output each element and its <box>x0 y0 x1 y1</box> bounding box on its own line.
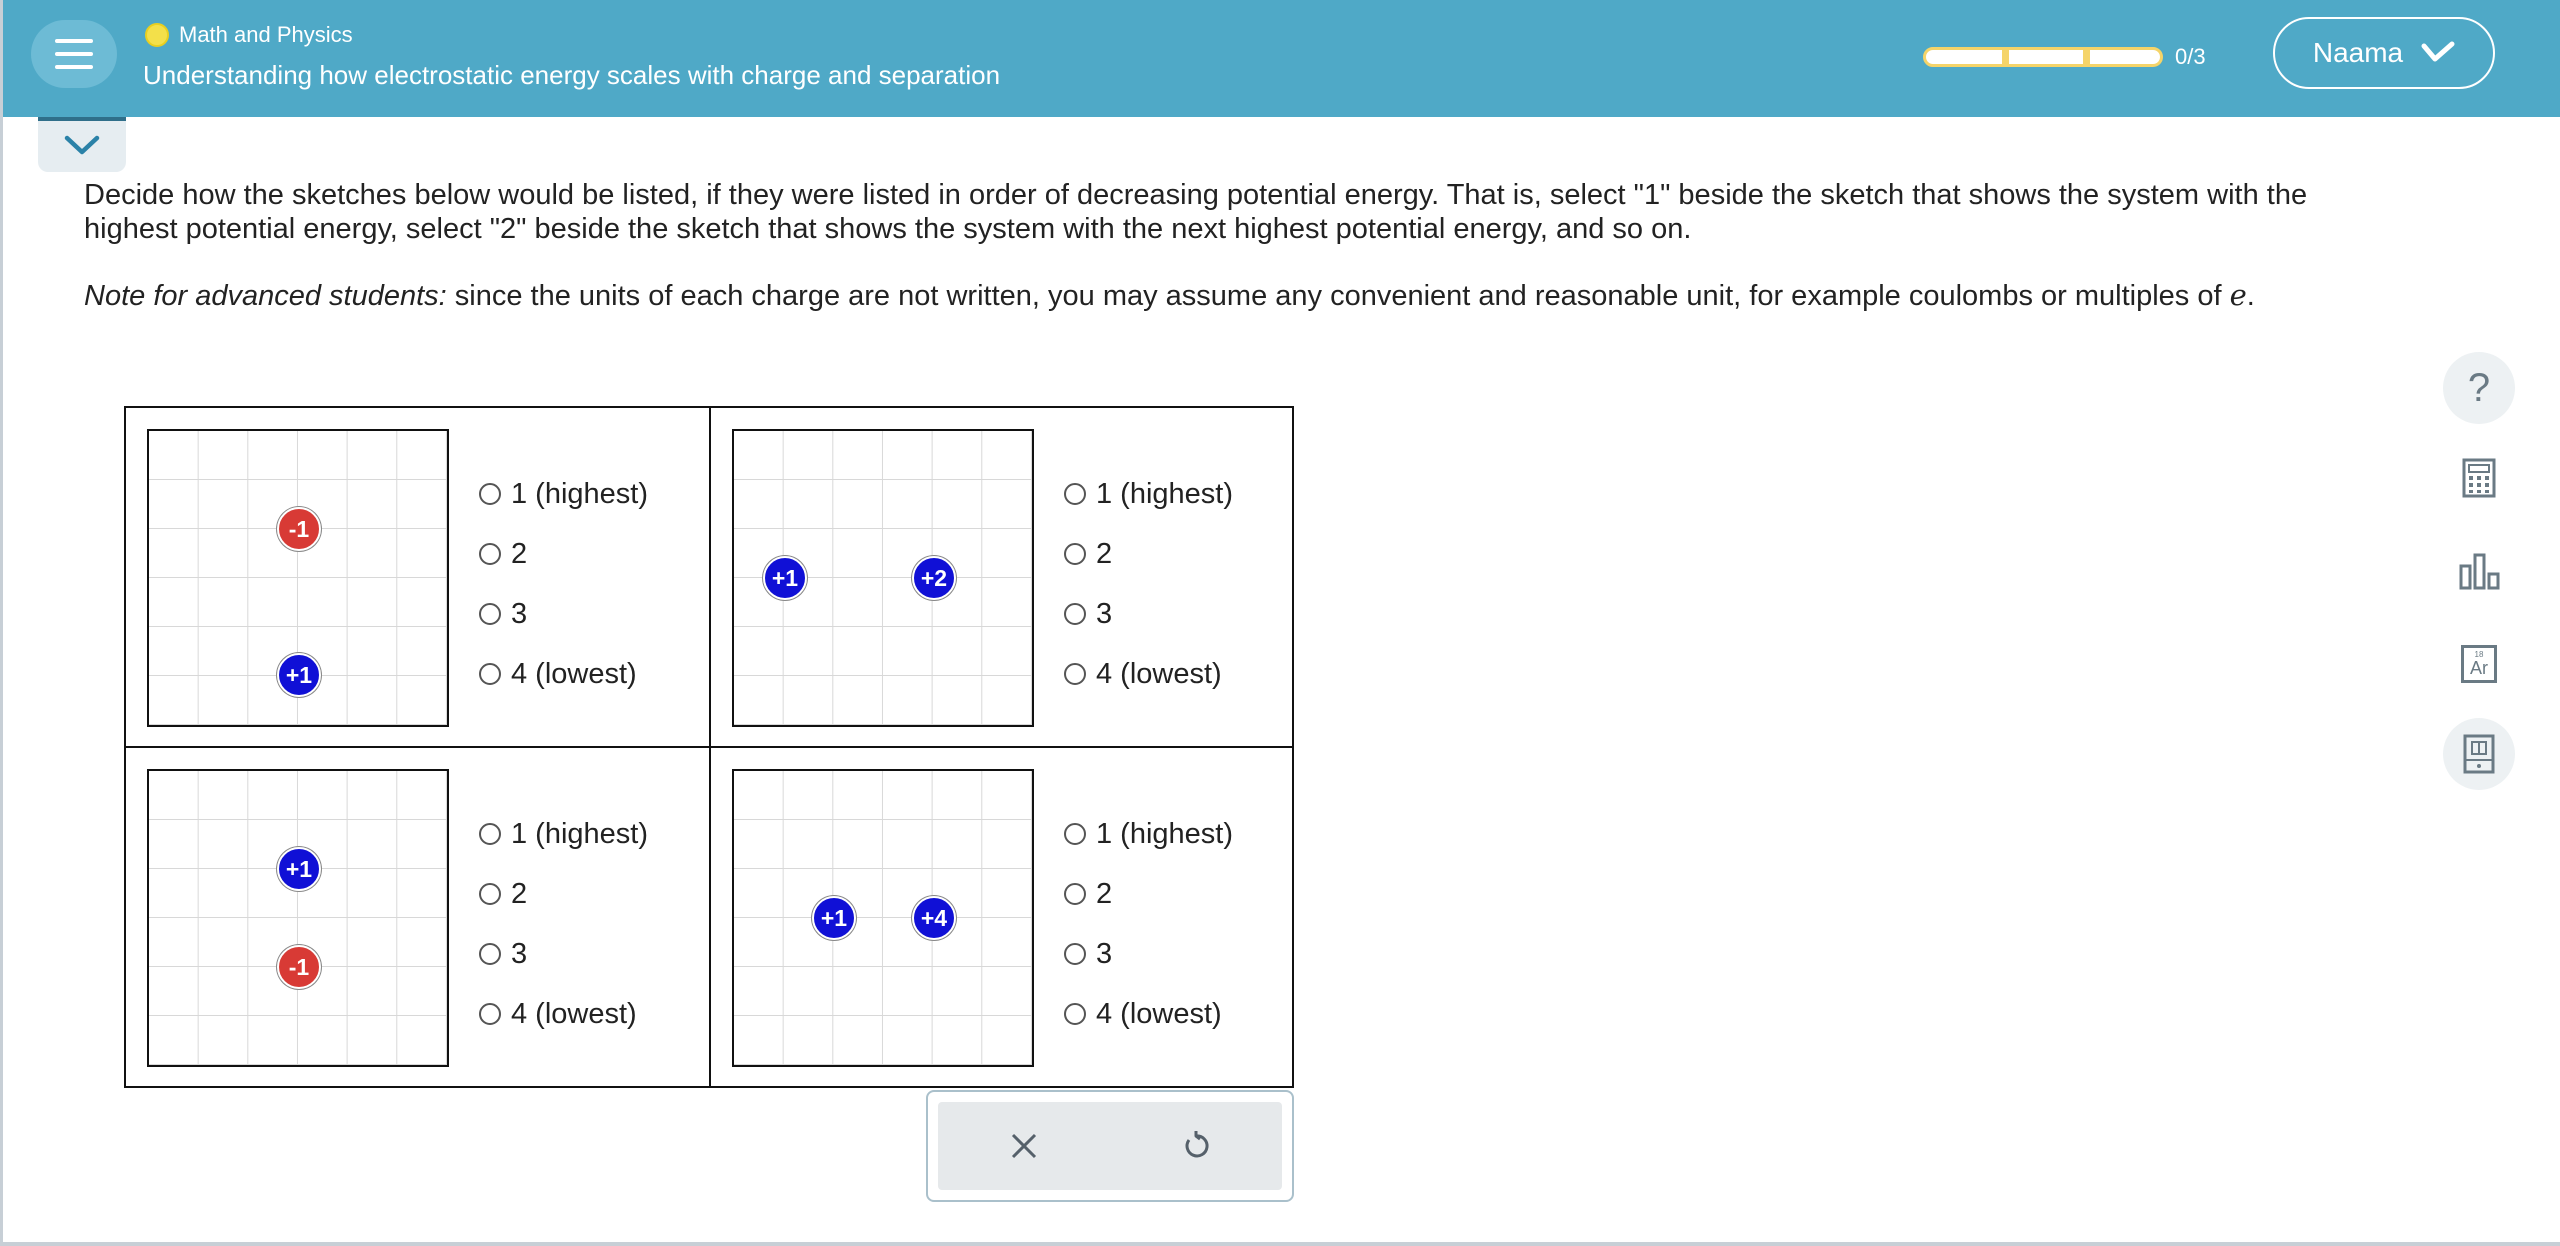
question-instruction: Decide how the sketches below would be listed, if they were listed in order of decreasing potential energy. That is, select "1" beside the sketch that shows the system with the highest potential energy, select "2" beside the sketch that shows the system with the next highest potential energy, and so on. <box>84 179 2308 245</box>
note-label: Note for advanced students: <box>84 280 447 312</box>
charge-marker: +1 <box>277 653 321 697</box>
option-label: 4 (lowest) <box>1096 997 1222 1030</box>
chevron-down-icon <box>2421 41 2455 65</box>
radio-button[interactable] <box>479 943 501 965</box>
note-end: . <box>2246 280 2255 312</box>
element-number: 18 <box>2474 650 2484 659</box>
rank-options-1 <box>479 464 648 704</box>
help-icon: ? <box>2467 365 2491 410</box>
sketch-cell-1 <box>126 408 709 746</box>
charge-marker: -1 <box>277 507 321 551</box>
window-bottom-border <box>0 1242 2560 1246</box>
chevron-down-icon <box>63 133 101 157</box>
progress-bar <box>1923 47 2163 67</box>
radio-button[interactable] <box>1064 943 1086 965</box>
periodic-table-button[interactable] <box>2443 628 2515 700</box>
subject-status-dot <box>145 23 169 47</box>
undo-icon <box>1180 1130 1212 1162</box>
progress-label: 0/3 <box>2175 44 2206 69</box>
user-name: Naama <box>2312 37 2404 68</box>
rank-option[interactable] <box>1064 864 1233 924</box>
rank-option[interactable] <box>479 584 648 644</box>
answer-action-bar <box>926 1090 1294 1202</box>
progress-segment-divider <box>2083 47 2090 67</box>
option-label: 1 (highest) <box>511 817 649 850</box>
advanced-note <box>84 274 2364 317</box>
radio-button[interactable] <box>1064 483 1086 505</box>
rank-option[interactable] <box>479 644 648 704</box>
radio-button[interactable] <box>479 603 501 625</box>
option-label: 2 <box>511 877 528 910</box>
user-menu-button[interactable] <box>2273 17 2495 89</box>
sketch-cell-3 <box>126 748 709 1086</box>
radio-button[interactable] <box>479 483 501 505</box>
option-label: 1 (highest) <box>1096 817 1234 850</box>
radio-button[interactable] <box>1064 663 1086 685</box>
reference-button[interactable] <box>2443 718 2515 790</box>
tab-accent-line <box>38 117 126 121</box>
subject-text: Math and Physics <box>179 22 353 47</box>
rank-option[interactable] <box>1064 524 1233 584</box>
top-header-bar <box>3 0 2560 117</box>
option-label: 2 <box>1096 877 1113 910</box>
radio-button[interactable] <box>479 883 501 905</box>
undo-button[interactable] <box>1166 1116 1226 1176</box>
rank-option[interactable] <box>479 464 648 524</box>
rank-option[interactable] <box>1064 804 1233 864</box>
window-left-border <box>0 0 3 1246</box>
rank-option[interactable] <box>479 524 648 584</box>
charge-marker: +1 <box>277 847 321 891</box>
radio-button[interactable] <box>1064 1003 1086 1025</box>
radio-button[interactable] <box>1064 823 1086 845</box>
periodic-table-icon <box>2461 645 2497 683</box>
option-label: 2 <box>511 537 528 570</box>
sketch-grid-1 <box>147 429 449 727</box>
calculator-icon <box>2461 458 2497 498</box>
option-label: 4 (lowest) <box>1096 657 1222 690</box>
option-label: 3 <box>1096 597 1113 630</box>
rank-option[interactable] <box>1064 584 1233 644</box>
option-label: 4 (lowest) <box>511 997 637 1030</box>
option-label: 1 (highest) <box>511 477 649 510</box>
radio-button[interactable] <box>1064 883 1086 905</box>
option-label: 3 <box>511 597 528 630</box>
charge-marker: +2 <box>912 556 956 600</box>
rank-option[interactable] <box>479 804 648 864</box>
option-label: 3 <box>1096 937 1113 970</box>
x-icon <box>1010 1132 1038 1160</box>
radio-button[interactable] <box>1064 543 1086 565</box>
option-label: 1 (highest) <box>1096 477 1234 510</box>
note-text: since the units of each charge are not written, you may assume any convenient and reasonable unit, for example coulombs or multiples of <box>446 280 2230 312</box>
radio-button[interactable] <box>479 543 501 565</box>
topic-title: Understanding how electrostatic energy scales with charge and separation <box>143 60 1001 90</box>
charge-marker: +1 <box>812 896 856 940</box>
action-buttons <box>938 1102 1282 1190</box>
radio-button[interactable] <box>479 663 501 685</box>
sketch-ranking-table <box>124 406 1294 1088</box>
clear-button[interactable] <box>994 1116 1054 1176</box>
rank-options-3 <box>479 804 648 1044</box>
radio-button[interactable] <box>1064 603 1086 625</box>
rank-options-4 <box>1064 804 1233 1044</box>
option-label: 4 (lowest) <box>511 657 637 690</box>
rank-option[interactable] <box>1064 464 1233 524</box>
sketch-grid-2 <box>732 429 1034 727</box>
option-label: 2 <box>1096 537 1113 570</box>
bar-chart-icon <box>2458 552 2500 592</box>
help-button[interactable] <box>2443 352 2515 424</box>
data-chart-button[interactable] <box>2443 536 2515 608</box>
subject-label <box>145 22 353 48</box>
rank-option[interactable] <box>479 864 648 924</box>
radio-button[interactable] <box>479 823 501 845</box>
sketch-grid-3 <box>147 769 449 1067</box>
sketch-cell-2 <box>711 408 1294 746</box>
calculator-button[interactable] <box>2443 442 2515 514</box>
rank-option[interactable] <box>479 984 648 1044</box>
rank-option[interactable] <box>1064 644 1233 704</box>
radio-button[interactable] <box>479 1003 501 1025</box>
element-symbol: Ar <box>2470 658 2488 678</box>
option-label: 3 <box>511 937 528 970</box>
charge-marker: +4 <box>912 896 956 940</box>
menu-icon[interactable] <box>31 20 117 88</box>
sketch-grid-4 <box>732 769 1034 1067</box>
charge-marker: -1 <box>277 945 321 989</box>
note-symbol: e <box>2229 278 2247 312</box>
rank-option[interactable] <box>479 924 648 984</box>
sketch-cell-4 <box>711 748 1294 1086</box>
charge-marker: +1 <box>763 556 807 600</box>
collapse-header-tab[interactable] <box>38 117 126 172</box>
reference-book-icon <box>2462 734 2496 774</box>
rank-option[interactable] <box>1064 984 1233 1044</box>
rank-option[interactable] <box>1064 924 1233 984</box>
rank-options-2 <box>1064 464 1233 704</box>
progress-segment-divider <box>2002 47 2009 67</box>
